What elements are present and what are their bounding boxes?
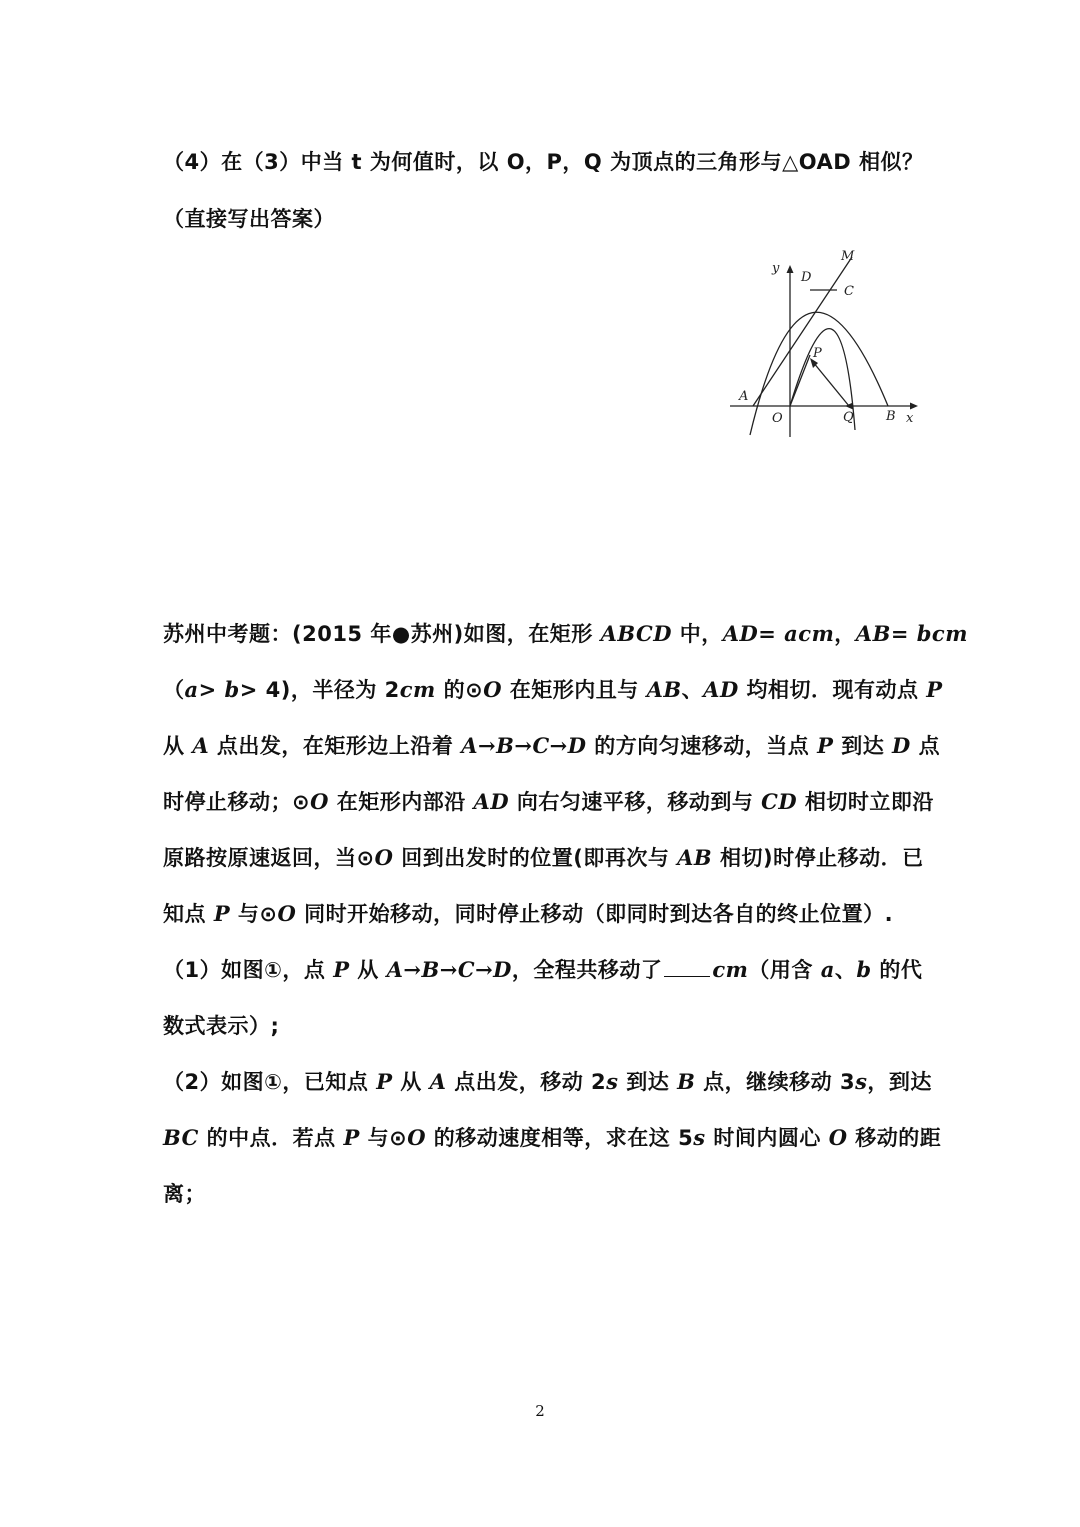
answer-blank [664, 958, 710, 977]
label-x: x [906, 411, 914, 426]
problem-line4: 时停止移动；⊙O 在矩形内部沿 AD 向右匀速平移，移动到与 CD 相切时立即沿 [163, 789, 934, 814]
parabola-figure [725, 245, 925, 440]
segment-qp [813, 362, 849, 406]
problem-line6: 知点 P 与⊙O 同时开始移动，同时停止移动（即同时到达各自的终止位置）. [163, 901, 894, 926]
y-axis-arrow [787, 265, 794, 273]
label-y: y [772, 261, 780, 276]
page-number: 2 [535, 1402, 545, 1420]
problem-line2: （a> b> 4)，半径为 2cm 的⊙O 在矩形内且与 AB、AD 均相切．现有动点 P [163, 677, 943, 702]
label-o: O [772, 411, 783, 426]
question1-line1: （1）如图①，点 P 从 A→B→C→D，全程共移动了 cm（用含 a、b 的代 [163, 957, 923, 982]
parabola-abd [750, 312, 888, 435]
question2-line1: （2）如图①，已知点 P 从 A 点出发，移动 2s 到达 B 点，继续移动 3s，到达 [163, 1069, 932, 1094]
label-a: A [739, 389, 749, 404]
problem-line3: 从 A 点出发，在矩形边上沿着 A→B→C→D 的方向匀速移动，当点 P 到达 D 点 [163, 733, 941, 758]
problem-line5: 原路按原速返回，当⊙O 回到出发时的位置(即再次与 AB 相切)时停止移动．已 [163, 845, 924, 870]
label-p: P [813, 346, 822, 361]
label-c: C [844, 284, 854, 299]
x-axis-arrow [910, 403, 918, 410]
label-b: B [886, 409, 896, 424]
label-m: M [841, 249, 855, 264]
question2-line2: BC 的中点．若点 P 与⊙O 的移动速度相等，求在这 5s 时间内圆心 O 移动的距 [163, 1125, 942, 1150]
segment-op [790, 355, 810, 406]
label-d: D [801, 270, 812, 285]
question2-line3: 离； [163, 1182, 206, 1206]
problem-line1: 苏州中考题：(2015 年●苏州)如图，在矩形 ABCD 中，AD= acm，AB= bcm [163, 621, 968, 646]
q4-line2: （直接写出答案） [163, 207, 335, 231]
question1-line2: 数式表示）; [163, 1014, 280, 1038]
q4-line1: （4）在（3）中当 t 为何值时，以 O，P，Q 为顶点的三角形与△OAD 相似？ [163, 150, 924, 174]
label-q: Q [843, 410, 854, 425]
